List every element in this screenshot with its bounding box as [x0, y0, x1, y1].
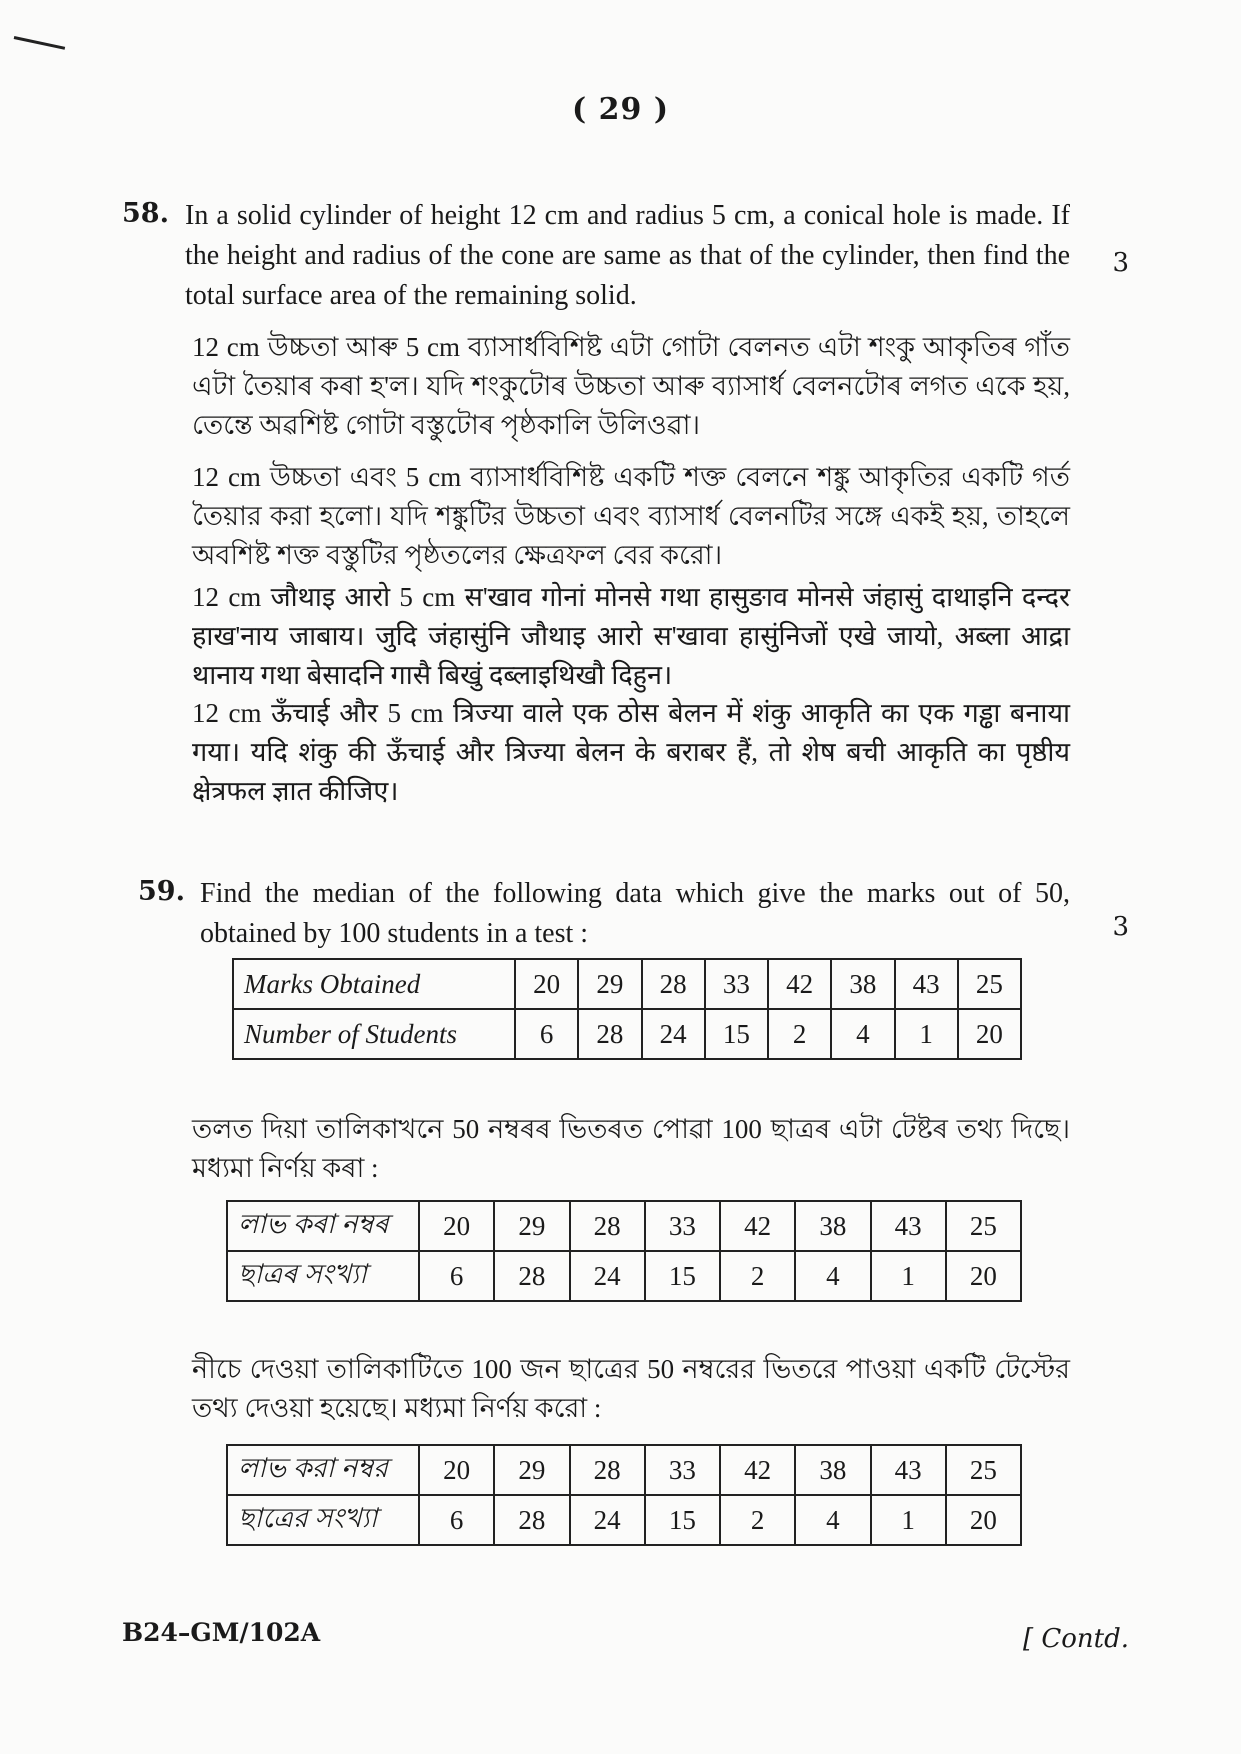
- cell-marks-5: 42: [720, 1445, 795, 1495]
- table-row-students: [227, 1251, 1021, 1301]
- table-row-marks: [233, 959, 1021, 1009]
- question-59-marks: 3: [1112, 912, 1129, 942]
- cell-marks-5: 42: [720, 1201, 795, 1251]
- cell-students-8: 20: [946, 1251, 1021, 1301]
- question-58-bengali: 12 cm উচ্চতা এবং 5 cm ব্যাসার্ধবিশিষ্ট একটি শক্ত বেলনে শঙ্কু আকৃতির একটি গর্ত তৈয়ার করা হলো। যদি শঙ্কুটির উচ্চতা এবং ব্যাসার্ধ বেলনটির সঙ্গে একই হয়, তাহলে অবশিষ্ট শক্ত বস্তুটির পৃষ্ঠতলের ক্ষেত্রফল বের করো।: [192, 462, 1070, 570]
- cell-marks-6: 38: [831, 959, 894, 1009]
- table-assamese: [226, 1200, 1022, 1302]
- cell-marks-8: 25: [946, 1201, 1021, 1251]
- question-58-english: In a solid cylinder of height 12 cm and radius 5 cm, a conical hole is made. If the height and radius of the cone are same as that of the cylinder, then find the total surface area of the remaining solid.: [185, 200, 1070, 311]
- continued-label: [ Contd.: [1022, 1624, 1129, 1654]
- table-row-students: [227, 1495, 1021, 1545]
- cell-marks-1: 20: [419, 1201, 494, 1251]
- cell-marks-2: 29: [578, 959, 641, 1009]
- row-label-marks: Marks Obtained: [233, 959, 515, 1009]
- cell-students-4: 15: [705, 1009, 768, 1059]
- cell-students-1: 6: [419, 1495, 494, 1545]
- cell-students-2: 28: [578, 1009, 641, 1059]
- cell-marks-1: 20: [419, 1445, 494, 1495]
- cell-students-1: 6: [419, 1251, 494, 1301]
- cell-students-7: 1: [895, 1009, 958, 1059]
- cell-marks-3: 28: [570, 1201, 645, 1251]
- question-59-number: 59.: [138, 876, 185, 907]
- cell-students-8: 20: [958, 1009, 1021, 1059]
- question-58-assamese: 12 cm উচ্চতা আৰু 5 cm ব্যাসাৰ্ধবিশিষ্ট এটা গোটা বেলনত এটা শংকু আকৃতিৰ গাঁত এটা তৈয়াৰ কৰা হ'ল। যদি শংকুটোৰ উচ্চতা আৰু ব্যাসাৰ্ধ বেলনটোৰ লগত একে হয়, তেন্তে অৱশিষ্ট গোটা বস্তুটোৰ পৃষ্ঠকালি উলিওৱা।: [192, 332, 1070, 440]
- cell-students-7: 1: [871, 1495, 946, 1545]
- corner-pen-mark: [14, 36, 65, 50]
- cell-marks-6: 38: [795, 1201, 870, 1251]
- question-58-marks: 3: [1112, 248, 1129, 278]
- paper-code: B24–GM/102A: [122, 1618, 321, 1647]
- cell-students-8: 20: [946, 1495, 1021, 1545]
- cell-students-3: 24: [570, 1495, 645, 1545]
- cell-marks-7: 43: [871, 1445, 946, 1495]
- cell-marks-7: 43: [895, 959, 958, 1009]
- table-english: [232, 958, 1022, 1060]
- cell-students-3: 24: [570, 1251, 645, 1301]
- question-58-hindi: 12 cm ऊँचाई और 5 cm त्रिज्या वाले एक ठोस बेलन में शंकु आकृति का एक गड्ढा बनाया गया। यदि शंकु की ऊँचाई और त्रिज्या बेलन के बराबर हैं, तो शेष बची आकृति का पृष्ठीय क्षेत्रफल ज्ञात कीजिए।: [192, 698, 1070, 806]
- row-label-students: ছাত্রের সংখ্যা: [227, 1495, 419, 1545]
- question-59-assamese: তলত দিয়া তালিকাখনে 50 নম্বৰৰ ভিতৰত পোৱা 100 ছাত্ৰৰ এটা টেষ্টৰ তথ্য দিছে। মধ্যমা নিৰ্ণয় কৰা :: [192, 1114, 1070, 1183]
- question-59-english: Find the median of the following data which give the marks out of 50, obtained by 100 students in a test :: [200, 878, 1070, 949]
- cell-students-6: 4: [831, 1009, 894, 1059]
- cell-marks-2: 29: [494, 1445, 569, 1495]
- cell-marks-4: 33: [645, 1445, 720, 1495]
- question-58-bodo: 12 cm जौथाइ आरो 5 cm स'खाव गोनां मोनसे गथा हासुङाव मोनसे जंहासुं दाथाइनि दन्दर हाख'नाय जाबाय। जुदि जंहासुंनि जौथाइ आरो स'खावा हासुंनिजों एखे जायो, अब्ला आद्रा थानाय गथा बेसादनि गासै बिखुं दब्लाइथिखौ दिहुन।: [192, 582, 1070, 690]
- row-label-students: Number of Students: [233, 1009, 515, 1059]
- question-59-bengali: নীচে দেওয়া তালিকাটিতে 100 জন ছাত্রের 50 নম্বরের ভিতরে পাওয়া একটি টেস্টের তথ্য দেওয়া হয়েছে। মধ্যমা নির্ণয় করো :: [192, 1354, 1070, 1423]
- cell-marks-3: 28: [642, 959, 705, 1009]
- table-bengali: [226, 1444, 1022, 1546]
- table-row-marks: [227, 1201, 1021, 1251]
- row-label-marks: লাভ কৰা নম্বৰ: [227, 1201, 419, 1251]
- cell-students-4: 15: [645, 1251, 720, 1301]
- cell-marks-7: 43: [871, 1201, 946, 1251]
- table-row-marks: [227, 1445, 1021, 1495]
- cell-students-5: 2: [720, 1251, 795, 1301]
- cell-marks-1: 20: [515, 959, 578, 1009]
- cell-students-5: 2: [768, 1009, 831, 1059]
- cell-marks-3: 28: [570, 1445, 645, 1495]
- page-number: ( 29 ): [571, 92, 670, 127]
- cell-students-3: 24: [642, 1009, 705, 1059]
- cell-students-6: 4: [795, 1495, 870, 1545]
- cell-marks-5: 42: [768, 959, 831, 1009]
- row-label-students: ছাত্ৰৰ সংখ্যা: [227, 1251, 419, 1301]
- cell-students-4: 15: [645, 1495, 720, 1545]
- question-58-number: 58.: [122, 198, 169, 229]
- cell-students-2: 28: [494, 1495, 569, 1545]
- cell-marks-2: 29: [494, 1201, 569, 1251]
- cell-students-2: 28: [494, 1251, 569, 1301]
- table-row-students: [233, 1009, 1021, 1059]
- cell-marks-4: 33: [705, 959, 768, 1009]
- cell-marks-8: 25: [958, 959, 1021, 1009]
- cell-students-6: 4: [795, 1251, 870, 1301]
- cell-students-5: 2: [720, 1495, 795, 1545]
- cell-marks-8: 25: [946, 1445, 1021, 1495]
- row-label-marks: লাভ করা নম্বর: [227, 1445, 419, 1495]
- cell-marks-4: 33: [645, 1201, 720, 1251]
- cell-students-7: 1: [871, 1251, 946, 1301]
- cell-marks-6: 38: [795, 1445, 870, 1495]
- cell-students-1: 6: [515, 1009, 578, 1059]
